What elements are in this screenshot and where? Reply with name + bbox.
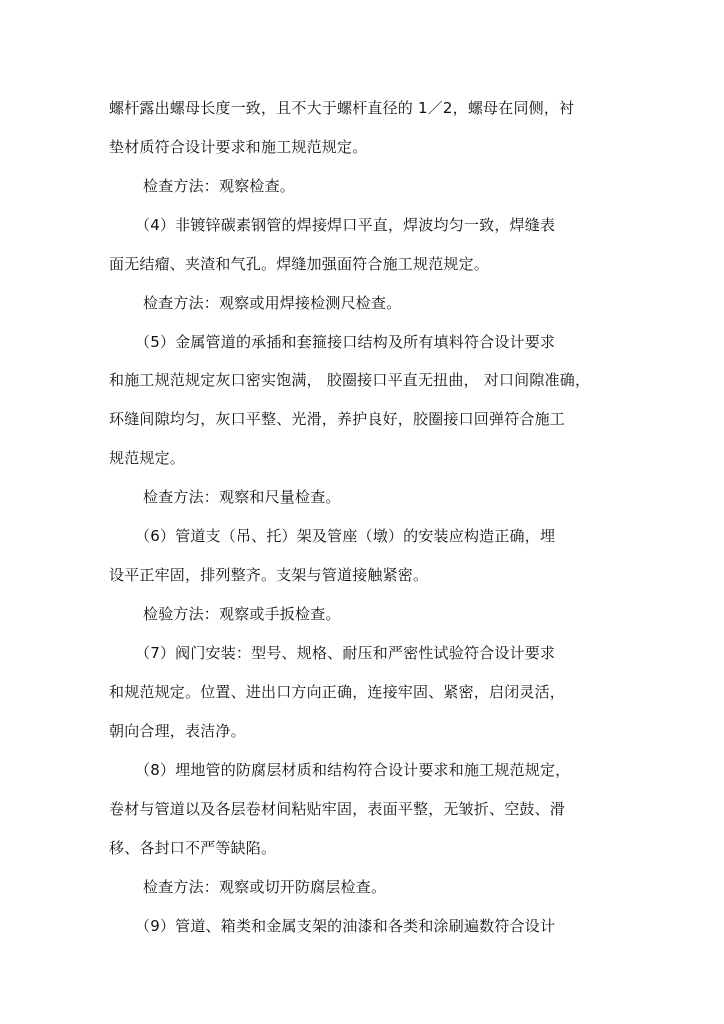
text-line: 和施工规范规定灰口密实饱满， 胶圈接口平直无扭曲， 对口间隙准确， — [109, 371, 591, 389]
text-line: 检查方法：观察检查。 — [143, 177, 296, 195]
text-line: 设平正牢固，排列整齐。支架与管道接触紧密。 — [109, 566, 429, 584]
text-line: 和规范规定。位置、进出口方向正确，连接牢固、紧密，启闭灵活， — [109, 683, 566, 701]
text-line: 面无结瘤、夹渣和气孔。焊缝加强面符合施工规范规定。 — [109, 255, 490, 273]
text-line: （9）管道、箱类和金属支架的油漆和各类和涂刷遍数符合设计 — [135, 917, 556, 935]
text-line: （8）埋地管的防腐层材质和结构符合设计要求和施工规范规定， — [135, 761, 571, 779]
text-line: 螺杆露出螺母长度一致，且不大于螺杆直径的 1／2，螺母在同侧，衬 — [109, 99, 575, 117]
text-line: 检查方法：观察或切开防腐层检查。 — [143, 878, 387, 896]
text-line: 移、各封口不严等缺陷。 — [109, 839, 277, 857]
text-line: 检查方法：观察或用焊接检测尺检查。 — [143, 294, 402, 312]
text-line: 卷材与管道以及各层卷材间粘贴牢固，表面平整，无皱折、空鼓、滑 — [109, 800, 566, 818]
text-line: 规范规定。 — [109, 449, 186, 467]
text-line: 垫材质符合设计要求和施工规范规定。 — [109, 138, 368, 156]
text-line: 检查方法：观察和尺量检查。 — [143, 488, 341, 506]
text-line: （7）阀门安装：型号、规格、耐压和严密性试验符合设计要求 — [135, 644, 556, 662]
text-line: 检验方法：观察或手扳检查。 — [143, 605, 341, 623]
text-line: （6）管道支（吊、托）架及管座（墩）的安装应构造正确，埋 — [135, 527, 556, 545]
text-line: 环缝间隙均匀，灰口平整、光滑，养护良好，胶圈接口回弹符合施工 — [109, 410, 566, 428]
text-line: 朝向合理，表洁净。 — [109, 722, 246, 740]
text-line: （5）金属管道的承插和套箍接口结构及所有填料符合设计要求 — [135, 333, 556, 351]
text-line: （4）非镀锌碳素钢管的焊接焊口平直，焊波均匀一致，焊缝表 — [135, 216, 556, 234]
